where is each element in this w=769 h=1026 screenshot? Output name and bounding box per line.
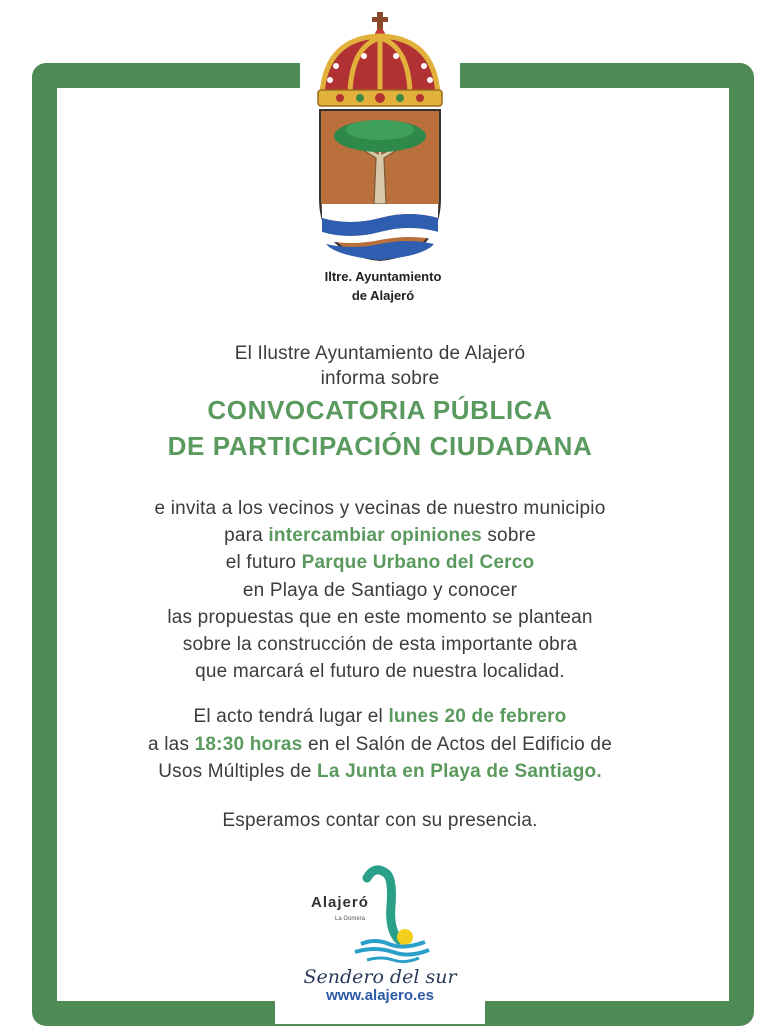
event-line2-pre: a las — [148, 733, 195, 755]
invite-line2-post: sobre — [481, 525, 536, 547]
event-line2 — [60, 731, 700, 759]
title-line2: DE PARTICIPACIÓN CIUDADANA — [167, 431, 593, 461]
invite-line3 — [60, 549, 700, 576]
coat-of-arms-icon — [300, 8, 460, 266]
closing-text: Esperamos contar con su presencia. — [222, 810, 538, 831]
invite-line3-highlight: Parque Urbano del Cerco — [301, 552, 535, 574]
event-line1-pre: El acto tendrá lugar el — [193, 706, 389, 727]
crest-caption — [270, 267, 496, 305]
website-link[interactable]: www.alajero.es — [326, 987, 434, 1004]
invite-line1: e invita a los vecinos y vecinas de nuestro municipio — [154, 498, 606, 519]
invite-line2-highlight: intercambiar opiniones — [268, 525, 482, 547]
event-paragraph — [60, 703, 700, 786]
event-date: lunes 20 de febrero — [388, 706, 567, 727]
announcement-title — [60, 392, 700, 464]
logo-name: Alajeró — [311, 894, 369, 911]
intro-text — [60, 341, 700, 391]
invite-line4: en Playa de Santiago y conocer — [242, 579, 518, 601]
intro-line2: informa sobre — [320, 368, 440, 389]
invite-line5: las propuestas que en este momento se plantean — [167, 606, 593, 628]
invite-line3-pre: el futuro — [225, 552, 302, 574]
event-line1 — [60, 703, 700, 731]
title-line1: CONVOCATORIA PÚBLICA — [207, 395, 553, 425]
intro-line1: El Ilustre Ayuntamiento de Alajeró — [234, 343, 526, 364]
invite-line7: que marcará el futuro de nuestra localidad. — [195, 661, 565, 683]
event-line3-pre: Usos Múltiples de — [158, 761, 318, 782]
event-location: La Junta en Playa de Santiago. — [317, 761, 602, 782]
invite-paragraph — [60, 495, 700, 685]
logo-script: Sendero del sur — [303, 966, 457, 988]
coat-of-arms — [300, 8, 460, 266]
logo-subname: La Gomera — [335, 916, 366, 922]
crest-caption-line1: Iltre. Ayuntamiento — [324, 269, 442, 284]
invite-line2 — [60, 522, 700, 549]
event-time: 18:30 horas — [194, 733, 303, 755]
sendero-logo — [275, 850, 485, 1024]
event-line2-post: en el Salón de Actos del Edificio de — [302, 733, 612, 755]
invite-line6: sobre la construcción de esta importante obra — [182, 634, 578, 656]
invite-line2-pre: para — [224, 525, 269, 547]
event-line3 — [60, 758, 700, 786]
crest-caption-line2: de Alajeró — [351, 288, 415, 303]
